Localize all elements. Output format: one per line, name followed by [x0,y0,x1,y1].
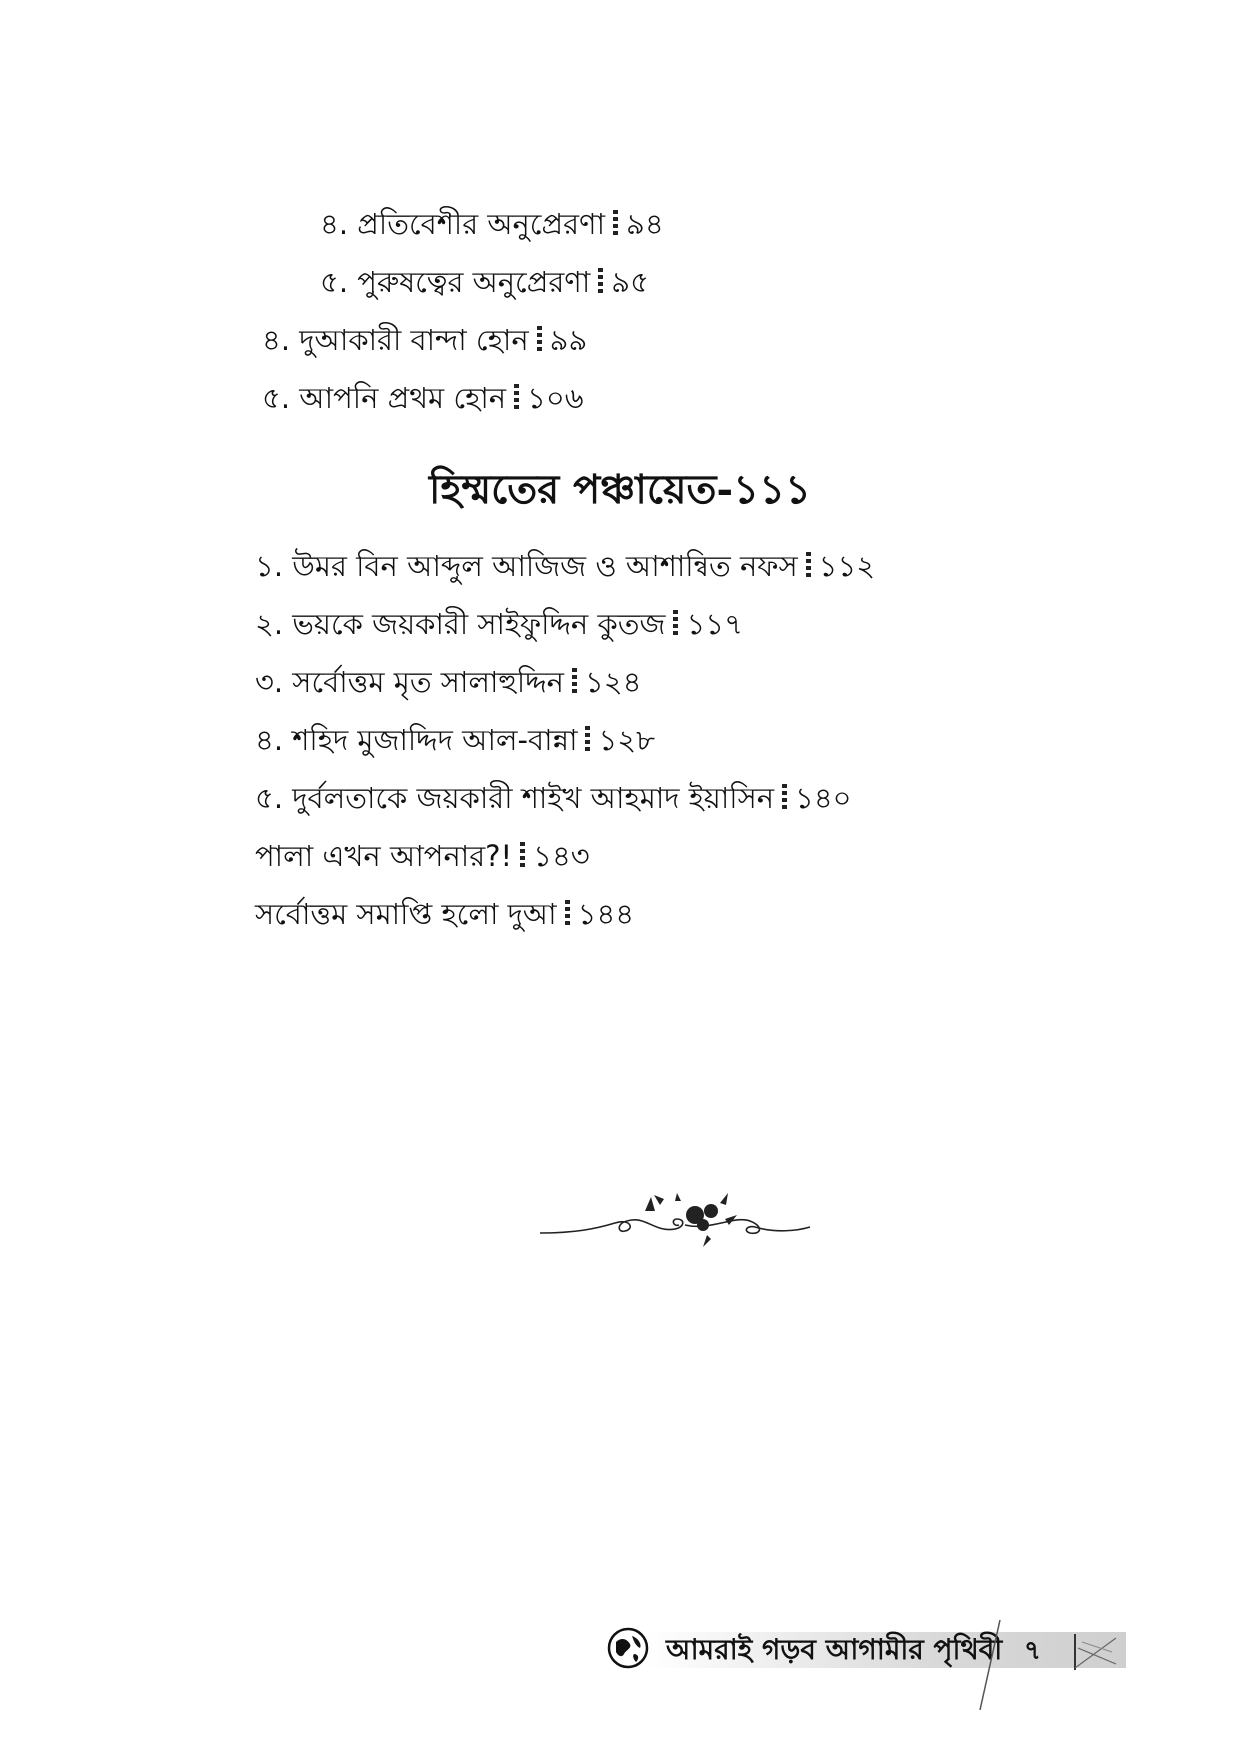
toc-entry [320,204,664,244]
dotted-separator [782,784,787,812]
toc-entry-page: ১২৮ [598,723,655,757]
toc-entry-label: পালা এখন আপনার?! [255,839,513,873]
toc-entry-page: ৯৫ [611,265,649,299]
dotted-separator [598,268,603,296]
page-footer [606,1620,1126,1682]
toc-entry-page: ১৪০ [795,781,852,815]
dotted-separator [537,326,542,354]
toc-entry-label: ৪. শহিদ মুজাদ্দিদ আল-বান্না [255,723,578,757]
toc-entry [262,378,584,418]
toc-entry [255,894,634,934]
toc-entry-page: ১১২ [818,549,876,583]
toc-entry-page: ১১৭ [686,607,743,641]
toc-entry [320,262,649,302]
dotted-separator [585,726,590,754]
toc-entry-label: ৫. দুর্বলতাকে জয়কারী শাইখ আহমাদ ইয়াসিন [255,781,775,815]
toc-entry-page: ১৪৩ [533,839,590,873]
toc-entry [255,720,655,760]
footer-divider [976,1620,1006,1710]
dotted-separator [673,610,678,638]
toc-entry-page: ১০৬ [527,381,584,415]
toc-entry-page: ৯৯ [549,323,588,357]
section-title: হিম্মতের পঞ্চায়েত-১১১ [429,466,811,513]
toc-entry-label: ৪. দুআকারী বান্দা হোন [262,323,529,357]
book-title: আমরাই গড়ব আগামীর পৃথিবী [666,1633,1003,1666]
floral-ornament [535,1185,815,1255]
toc-entry [255,604,743,644]
toc-entry-page: ৯৪ [626,207,664,241]
toc-entry-page: ১৪৪ [577,897,635,931]
globe-icon [606,1626,650,1670]
toc-entry-label: ৫. পুরুষত্বের অনুপ্রেরণা [320,265,591,299]
toc-entry [255,546,875,586]
dotted-separator [520,842,525,870]
dotted-separator [572,668,577,696]
dotted-separator [806,552,811,580]
toc-entry-label: সর্বোত্তম সমাপ্তি হলো দুআ [255,897,557,931]
page-number: ৭ [1024,1636,1041,1666]
dotted-separator [565,900,570,928]
toc-entry [255,778,852,818]
corner-mark-icon [1072,1634,1118,1670]
dotted-separator [613,210,618,238]
toc-entry-label: ৫. আপনি প্রথম হোন [262,381,507,415]
toc-entry-label: ১. উমর বিন আব্দুল আজিজ ও আশান্বিত নফস [255,549,798,583]
toc-entry-label: ৪. প্রতিবেশীর অনুপ্রেরণা [320,207,605,241]
toc-entry-page: ১২৪ [584,665,642,699]
toc-entry-label: ২. ভয়কে জয়কারী সাইফুদ্দিন কুতজ [255,607,666,641]
toc-entry [255,836,590,876]
dotted-separator [514,384,519,412]
toc-entry-label: ৩. সর্বোত্তম মৃত সালাহুদ্দিন [255,665,564,699]
toc-entry [255,662,641,702]
toc-entry [262,320,587,360]
